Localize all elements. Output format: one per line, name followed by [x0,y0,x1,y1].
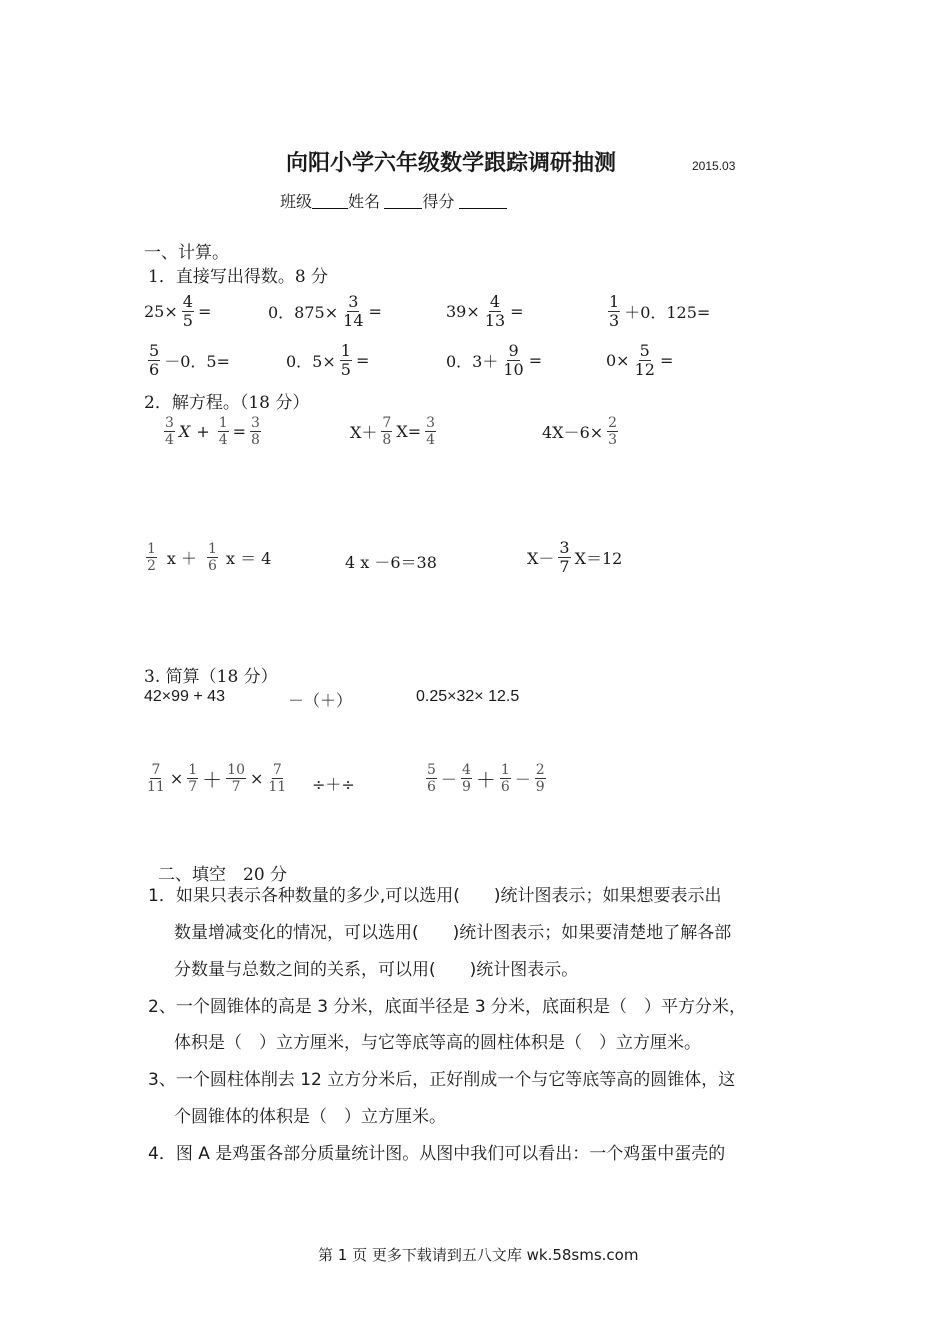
q1-item: 39× $\frac{4}{13}$ = [446,292,524,330]
class-blank[interactable] [312,193,348,209]
equation-5: 4 x －6＝38 [345,553,437,572]
q3-label: 3. 简算（18 分） [144,667,278,687]
exam-date: 2015.03 [692,159,736,173]
fill-line: 个圆锥体的体积是（ ）立方厘米。 [174,1107,446,1127]
equation-1: $\frac{3}{4}$ X + $\frac{1}{4}$ = $\frac{3}{8}$ [165,415,260,448]
q3-expression: $\frac{7}{11}$ × $\frac{1}{7}$ ＋ $\frac{10}{7}$ × $\frac{7}{11}$ [147,762,287,795]
q1-item: $\frac{5}{6}$ －0．5= [149,341,230,379]
fill-line: 3、一个圆柱体削去 12 立方分米后，正好削成一个与它等底等高的圆锥体，这 [148,1070,736,1090]
fill-line: 体积是（ ）立方厘米，与它等底等高的圆柱体积是（ ）立方厘米。 [174,1033,701,1053]
page-footer: 第 1 页 更多下载请到五八文库 wk.58sms.com [318,1246,639,1264]
q1-item: 0．5× $\frac{1}{5}$ = [286,341,370,379]
score-blank[interactable] [459,193,507,209]
q3-expression: ÷＋÷ [312,775,355,794]
q3-expression: 0.25×32× 12.5 [416,688,520,705]
name-blank[interactable] [384,193,422,209]
fill-line: 分数量与总数之间的关系，可以用( )统计图表示。 [174,960,579,980]
equation-3: 4X－6× $\frac{2}{3}$ [542,415,618,448]
equation-6: X－ $\frac{3}{7}$ X＝12 [527,538,623,576]
q3-expression: 42×99 + 43 [144,688,225,705]
class-label: 班级 [280,194,313,211]
student-info-line [280,189,507,212]
fill-line: 1．如果只表示各种数量的多少,可以选用( )统计图表示；如果想要表示出 [148,886,722,906]
name-label: 姓名 [348,194,381,211]
q3-expression: $\frac{5}{6}$ － $\frac{4}{9}$ ＋ $\frac{1}{6}$ － $\frac{2}{9}$ [427,762,545,795]
section1-heading: 一、计算。 [144,243,229,263]
q2-label: 2．解方程。（18 分） [144,393,310,413]
fill-line: 4．图 A 是鸡蛋各部分质量统计图。从图中我们可以看出：一个鸡蛋中蛋壳的 [148,1144,726,1164]
q1-item: 25× $\frac{4}{5}$ = [144,292,212,330]
score-label: 得分 [422,194,455,211]
q1-label: 1．直接写出得数。8 分 [148,267,329,287]
q1-item: $\frac{1}{3}$ ＋0．125= [609,292,711,330]
fill-line: 2、一个圆锥体的高是 3 分米，底面半径是 3 分米，底面积是（ ）平方分米， [148,997,747,1017]
q1-item: 0．875× $\frac{3}{14}$ = [268,292,382,330]
q1-item: 0× $\frac{5}{12}$ = [606,341,674,379]
equation-4: $\frac{1}{2}$ x ＋ $\frac{1}{6}$ x ＝ 4 [147,541,272,574]
page-title: 向阳小学六年级数学跟踪调研抽测 [286,151,617,176]
equation-2: X＋ $\frac{7}{8}$ X= $\frac{3}{4}$ [350,415,436,448]
section2-heading: 二、填空 20 分 [158,865,288,885]
fill-line: 数量增减变化的情况，可以选用( )统计图表示；如果要清楚地了解各部 [174,923,732,943]
q3-expression: －（＋） [288,691,353,710]
q1-item: 0．3＋ $\frac{9}{10}$ = [446,341,543,379]
